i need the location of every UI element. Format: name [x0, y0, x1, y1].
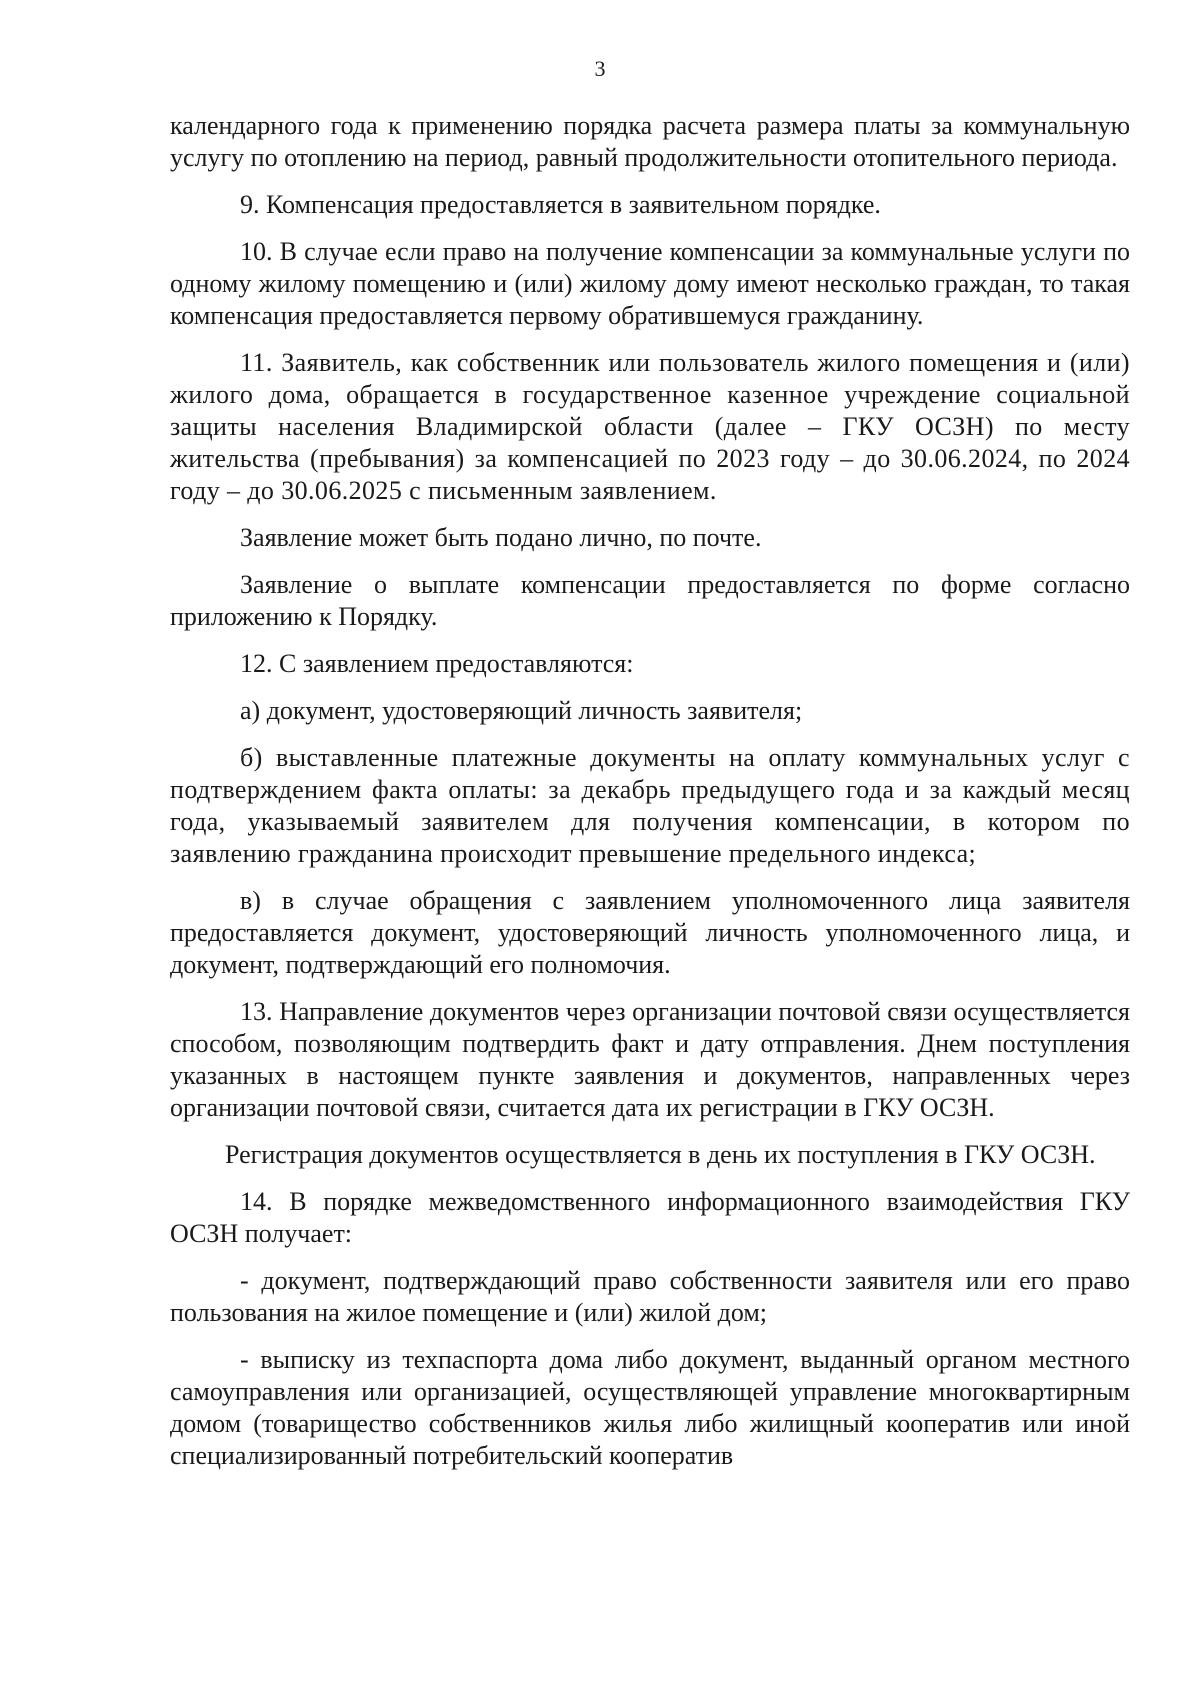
paragraph-submission-method: Заявление может быть подано лично, по почте. — [240, 523, 762, 552]
paragraph-item-12-c: в) в случае обращения с заявлением уполномоченного лица заявителя предоставляется документ, удостоверяющий личность уполномоченного лица, и документ, подтверждающий его полномочия. — [170, 886, 1130, 979]
paragraph-item-12-b: б) выставленные платежные документы на оплату коммунальных услуг с подтверждением факта оплаты: за декабрь предыдущего года и за каждый месяц года, указываемый заявителем для получения компенсации, в котором по заявлению гражданина происходит превышение предельного индекса; — [170, 743, 1130, 868]
list-item-technical-passport-extract: - выписку из техпаспорта дома либо документ, выданный органом местного самоуправления или организацией, осуществляющей управление многоквартирным домом (товарищество собственников жилья либо жилищный кооператив или иной специализированный потребительский кооператив — [170, 1345, 1130, 1470]
paragraph-item-9: 9. Компенсация предоставляется в заявительном порядке. — [240, 190, 881, 219]
paragraph-application-form: Заявление о выплате компенсации предоставляется по форме согласно приложению к Порядку. — [170, 570, 1130, 631]
paragraph-item-12: 12. С заявлением предоставляются: — [240, 649, 634, 678]
paragraph-registration: Регистрация документов осуществляется в день их поступления в ГКУ ОСЗН. — [225, 1140, 1096, 1169]
paragraph-item-14: 14. В порядке межведомственного информационного взаимодействия ГКУ ОСЗН получает: — [170, 1187, 1130, 1248]
paragraph-item-11: 11. Заявитель, как собственник или пользователь жилого помещения и (или) жилого дома, обращается в государственное казенное учреждение социальной защиты населения Владимирской области (далее – ГКУ ОСЗН) по месту жительства (пребывания) за компенсацией по 2023 году – до 30.06.2024, по 2024 году – до 30.06.2025 с письменным заявлением. — [170, 348, 1130, 505]
document-body — [170, 110, 1130, 1487]
paragraph-item-12-a: а) документ, удостоверяющий личность заявителя; — [240, 696, 803, 725]
paragraph-item-13: 13. Направление документов через организации почтовой связи осуществляется способом, позволяющим подтвердить факт и дату отправления. Днем поступления указанных в настоящем пункте заявления и документов, направленных через организации почтовой связи, считается дата их регистрации в ГКУ ОСЗН. — [170, 997, 1130, 1122]
paragraph-item-10: 10. В случае если право на получение компенсации за коммунальные услуги по одному жилому помещению и (или) жилому дому имеют несколько граждан, то такая компенсация предоставляется первому обратившемуся гражданину. — [170, 237, 1130, 330]
list-item-ownership-document: - документ, подтверждающий право собственности заявителя или его право пользования на жилое помещение и (или) жилой дом; — [170, 1266, 1130, 1327]
paragraph-continuation: календарного года к применению порядка расчета размера платы за коммунальную услугу по отоплению на период, равный продолжительности отопительного периода. — [170, 111, 1130, 172]
page-number: 3 — [594, 56, 606, 81]
